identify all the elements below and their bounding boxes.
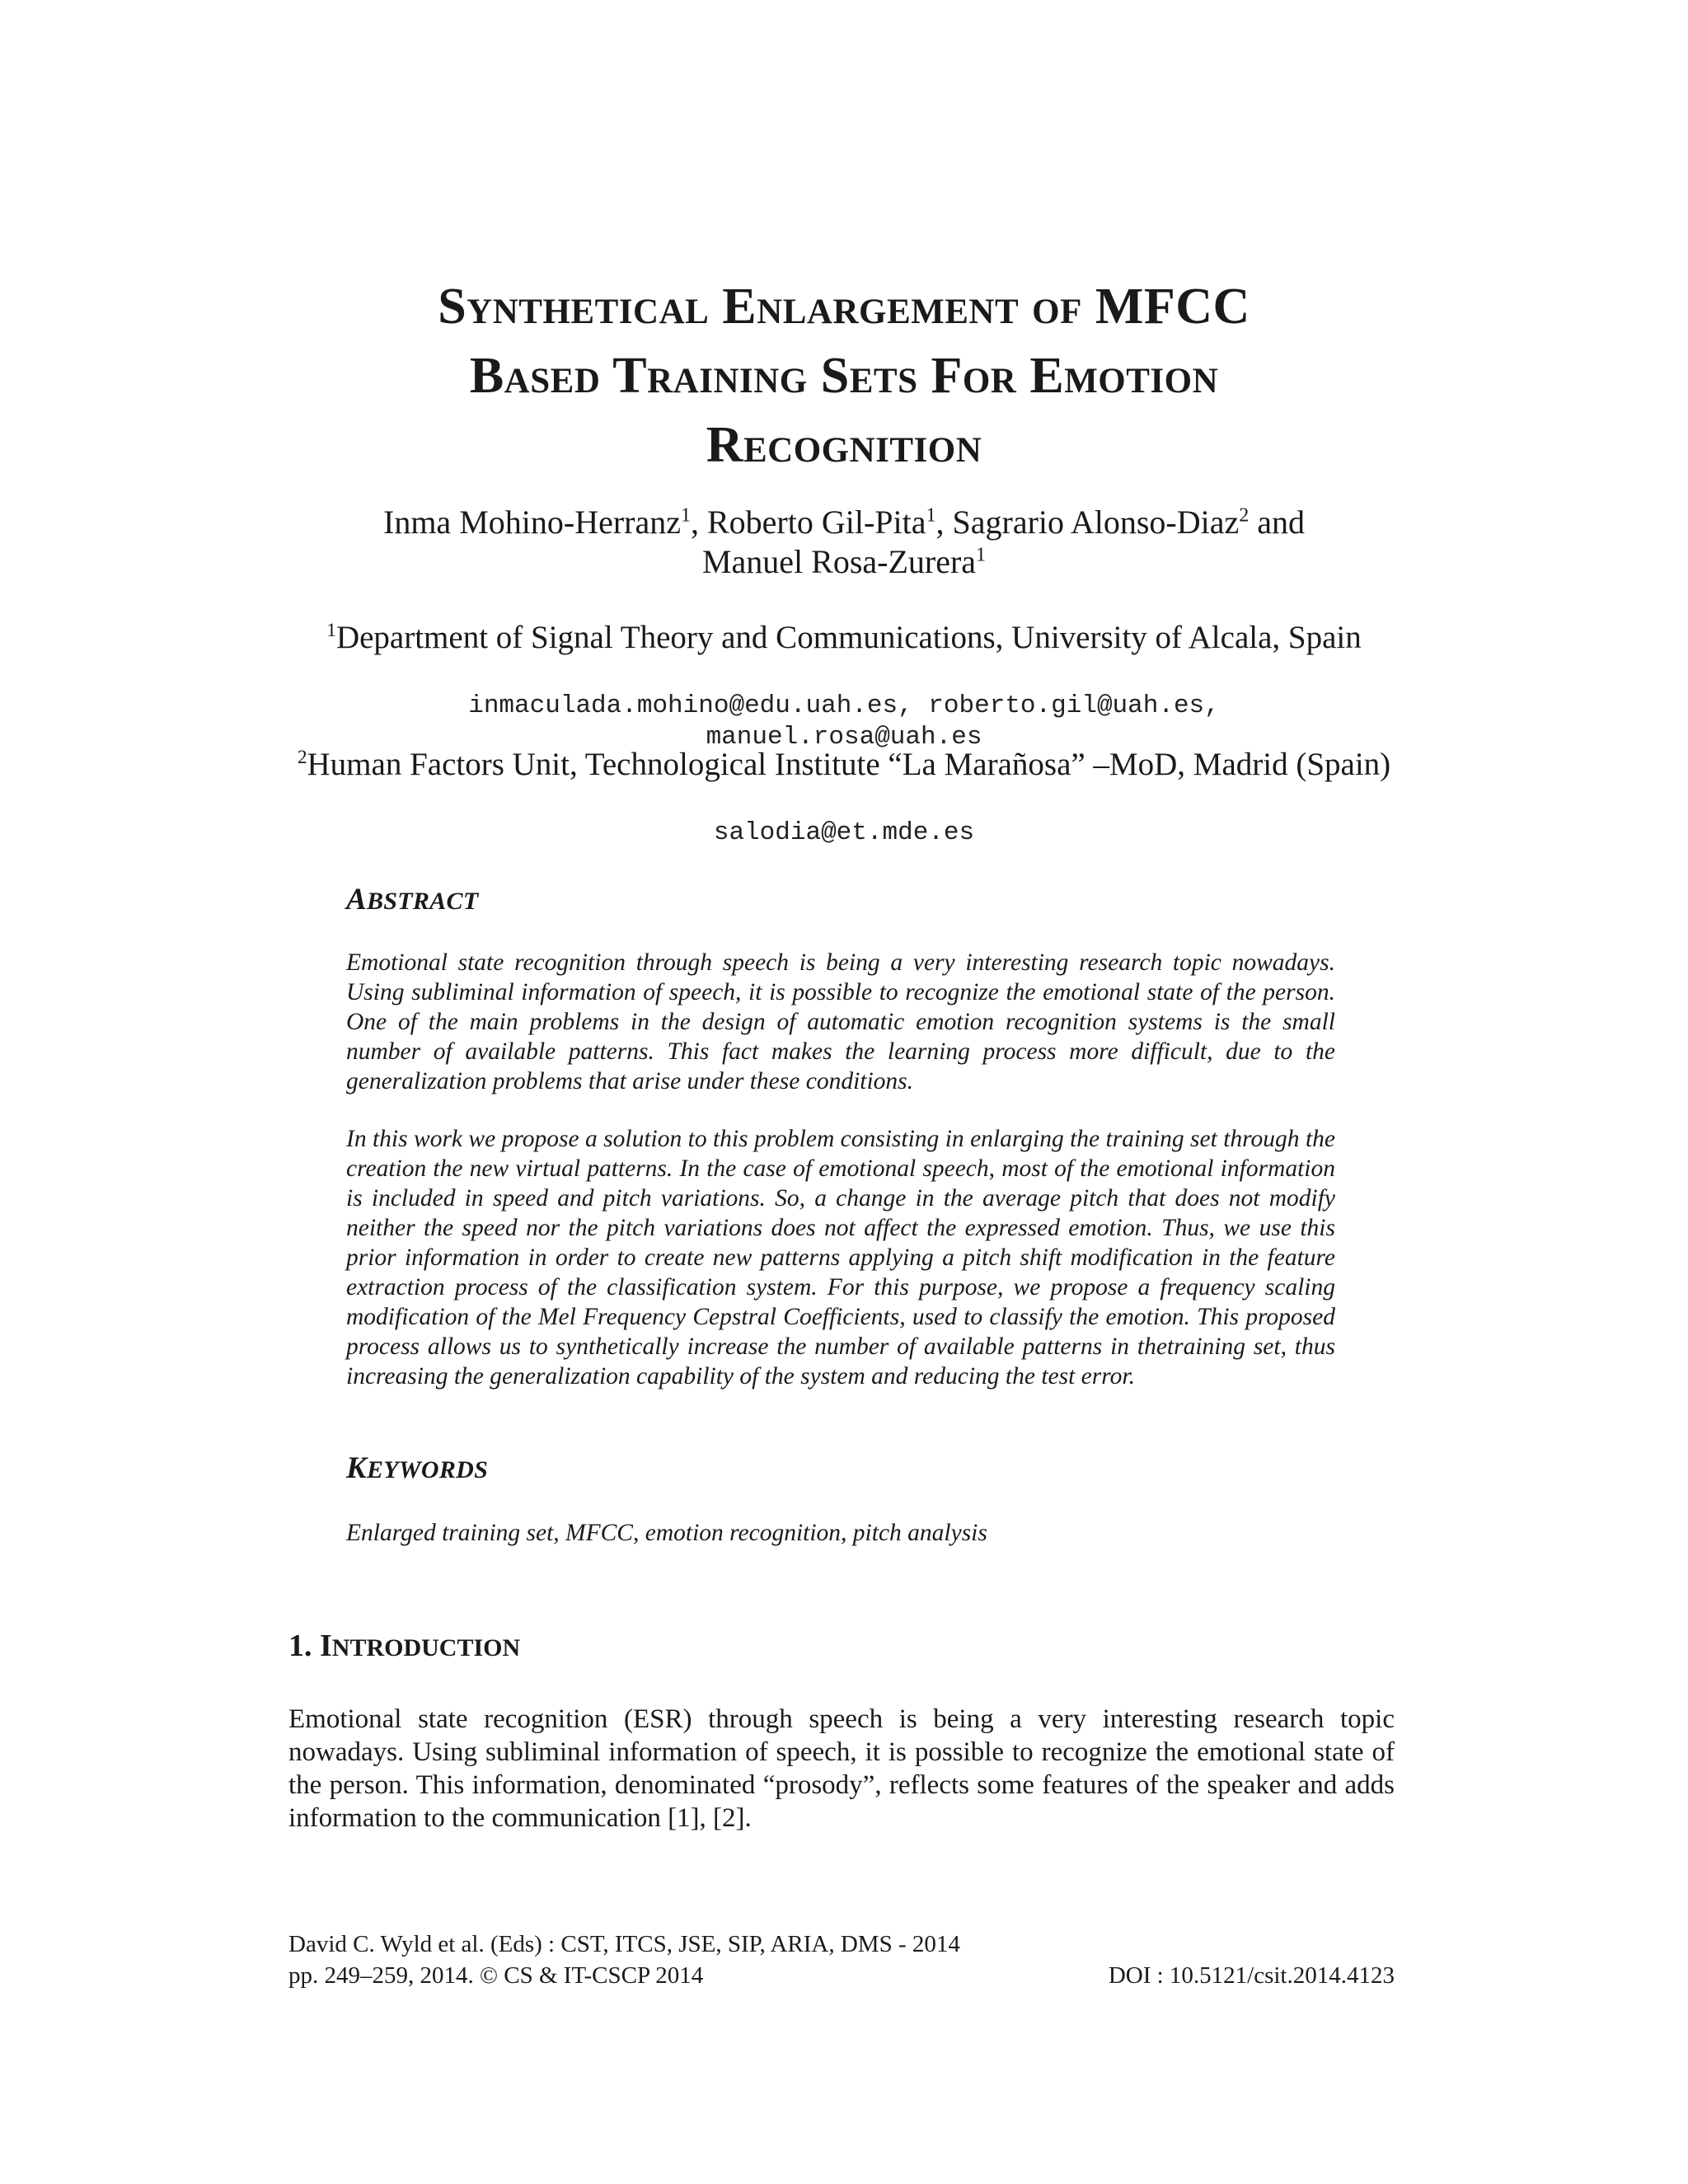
affiliation-2-email: salodia@et.mde.es: [713, 818, 975, 847]
affiliation-1: $^1$Department of Signal Theory and Communications, University of Alcala, Spain: [326, 620, 1362, 655]
abstract-heading: ABSTRACT: [346, 883, 479, 916]
author-name: Sagrario Alonso-Diaz: [952, 504, 1240, 541]
abstract-paragraph-1: Emotional state recognition through speech is being a very interesting research topic nowadays. Using subliminal information of speech, it is possible to recognize the emotional state of the person. One of the main problems in the design of automatic emotion recognition systems is the small number of available patterns. This fact makes the learning process more difficult, due to the generalization problems that arise under these conditions.: [346, 949, 1335, 1094]
abstract-paragraph-2: In this work we propose a solution to this problem consisting in enlarging the training set through the creation the new virtual patterns. In the case of emotional speech, most of the emotional information is included in speed and pitch variations. So, a change in the average pitch that does not modify neither the speed nor the pitch variations does not affect the expressed emotion. Thus, we use this prior information in order to create new patterns applying a pitch shift modification in the feature extraction process of the classification system. For this purpose, we propose a frequency scaling modification of the Mel Frequency Cepstral Coefficients, used to classify the emotion. This proposed process allows us to synthetically increase the number of available patterns in thetraining set, thus increasing the generalization capability of the system and reducing the test error.: [346, 1126, 1335, 1390]
author-name: Inma Mohino-Herranz: [383, 504, 681, 541]
paper-title: [280, 272, 1408, 480]
keywords-heading: KEYWORDS: [346, 1451, 489, 1485]
affiliation-1-emails: inmaculada.mohino@edu.uah.es, roberto.gil@uah.es, manuel.rosa@uah.es: [468, 691, 1220, 752]
introduction-paragraph-1: Emotional state recognition (ESR) through speech is being a very interesting research topic nowadays. Using subliminal information of speech, it is possible to recognize the emotional state of the person. This information, denominated “prosody”, reflects some features of the speaker and adds information to the communication [1], [2].: [288, 1704, 1395, 1833]
affiliation-2: $^2$Human Factors Unit, Technological Institute “La Marañosa” –MoD, Madrid (Spain): [297, 747, 1391, 782]
title-line-2: Based Training Sets For Emotion: [469, 348, 1219, 404]
author-list: Inma Mohino-Herranz$^1$, Roberto Gil-Pita$^1$, Sagrario Alonso-Diaz$^2$ and Manuel Rosa-Zurera$^1$: [383, 504, 1305, 580]
title-line-1: Synthetical Enlargement of MFCC: [438, 279, 1250, 335]
footer-citation: David C. Wyld et al. (Eds) : CST, ITCS, JSE, SIP, ARIA, DMS - 2014 pp. 249–259, 2014. © CS & IT-CSCP 2014: [288, 1931, 960, 1989]
keywords-text: Enlarged training set, MFCC, emotion recognition, pitch analysis: [346, 1520, 987, 1546]
author-name: Roberto Gil-Pita: [706, 504, 926, 541]
author-name: Manuel Rosa-Zurera: [701, 543, 977, 580]
introduction-heading: 1. INTRODUCTION: [288, 1629, 521, 1663]
footer-doi: DOI : 10.5121/csit.2014.4123: [1108, 1962, 1395, 1989]
title-line-3: Recognition: [706, 417, 982, 473]
